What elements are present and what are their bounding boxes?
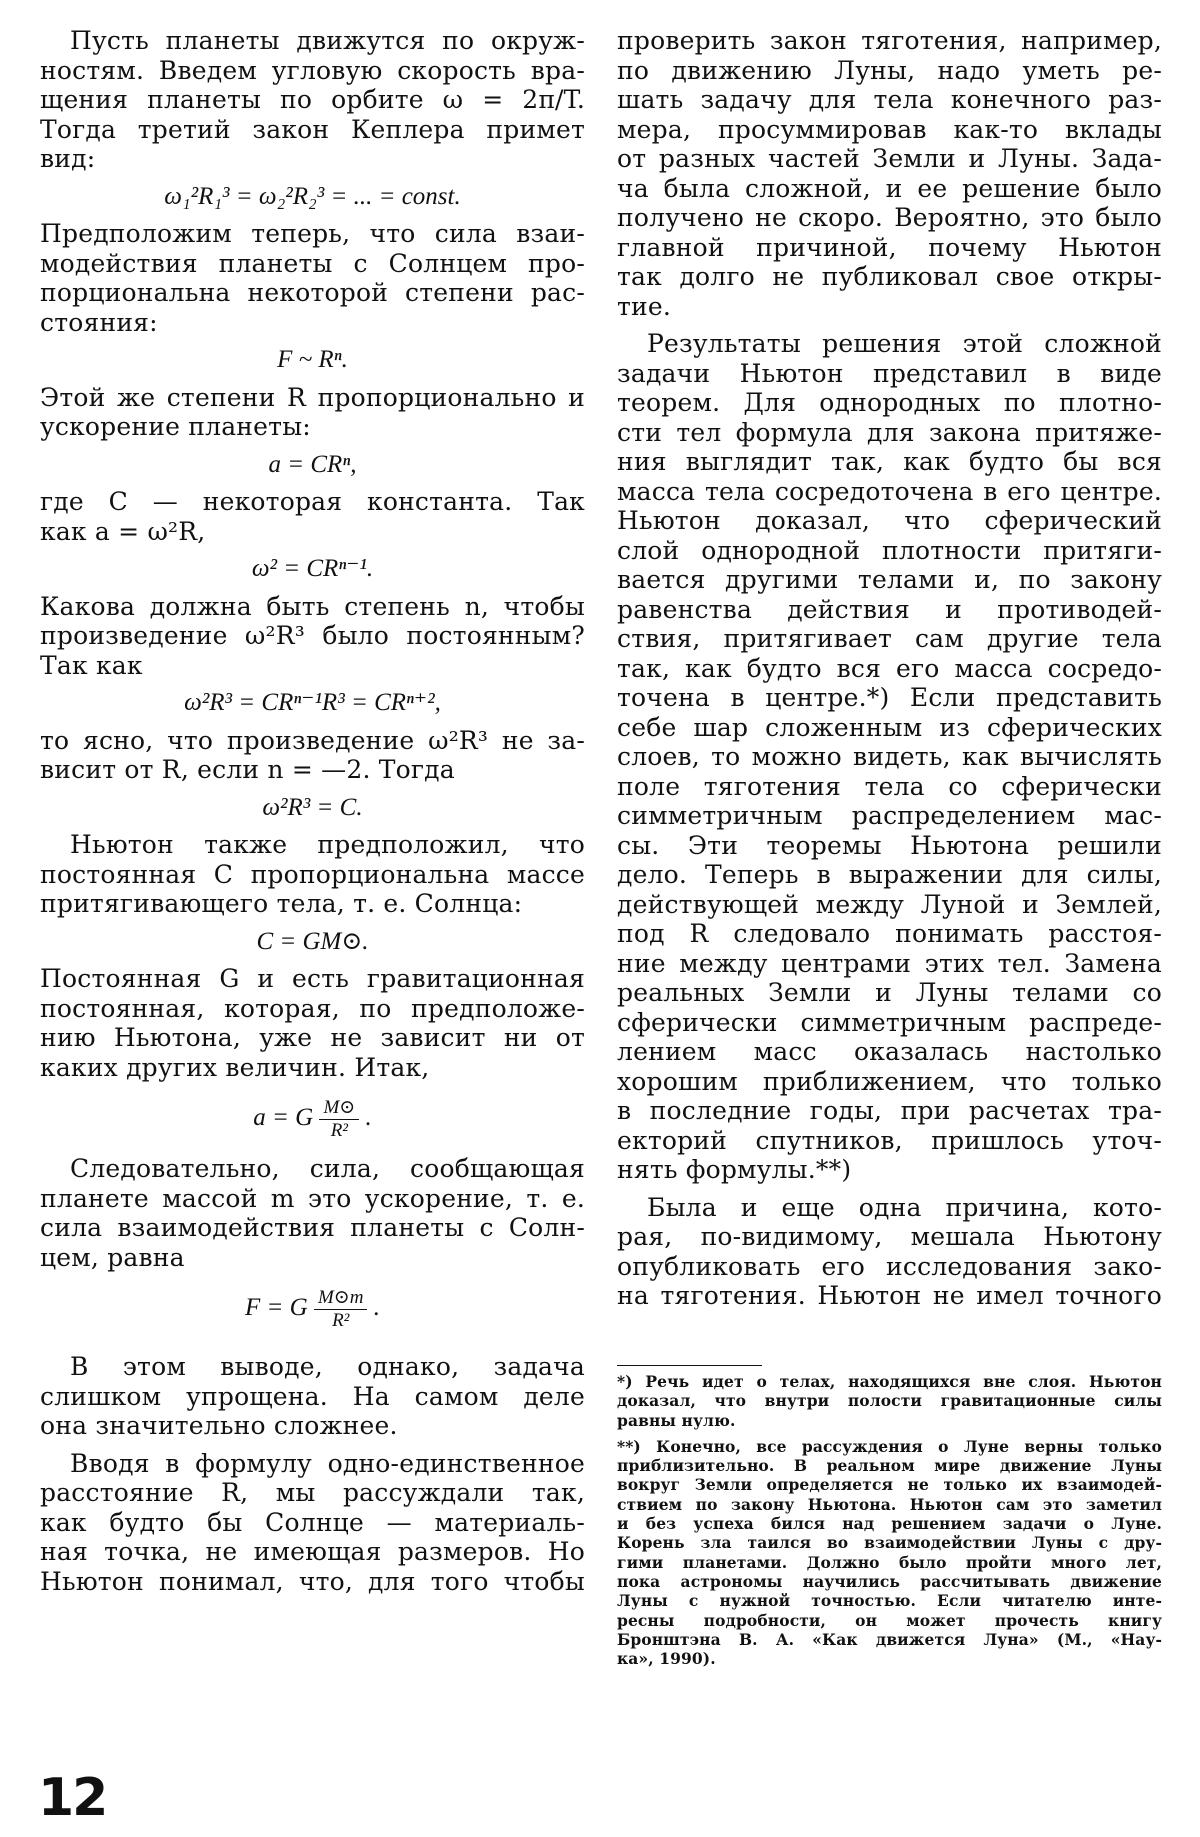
footnote-line: *) Речь идет о телах, находящихся вне слоя. Ньютон (617, 1372, 1162, 1391)
formula-tail: . (365, 1104, 372, 1131)
text-line: рая, по-видимому, мешала Ньютону (617, 1222, 1162, 1251)
footnotes (617, 1365, 1162, 1668)
text-line: по движению Луны, надо уметь ре- (617, 55, 1162, 85)
text-line: Постоянная G и есть гравитационная (40, 964, 585, 993)
text-line: вается другими телами и, по закону (617, 565, 1162, 594)
formula-acceleration: a = CRⁿ, (268, 450, 357, 478)
text-line: шать задачу для тела конечного раз- (617, 85, 1162, 114)
text-line: мера, просуммировав как-то вклады (617, 114, 1162, 144)
formula-force-proportional: F ~ Rⁿ. (277, 346, 348, 373)
fraction-denominator: R² (319, 1119, 359, 1142)
text-line: в последние годы, при расчетах тра- (617, 1096, 1162, 1125)
text-line: задачи Ньютон представил в виде (617, 358, 1162, 388)
paragraph (40, 383, 585, 442)
text-line: постоянная C пропорциональна массе (40, 859, 585, 889)
page-number: 12 (38, 1768, 107, 1828)
text-line: действующей между Луной и Землей, (617, 889, 1162, 919)
text-line: Так как (40, 650, 143, 680)
text-line: равенства действия и противодей- (617, 594, 1162, 624)
formula-tail: . (373, 1294, 380, 1321)
text-line: постоянная, которая, по предположе- (40, 993, 585, 1023)
text-line: стояния: (40, 307, 158, 337)
text-line: дело. Теперь в выражении для силы, (617, 860, 1162, 889)
text-line: масса тела сосредоточена в его центре. (617, 476, 1162, 506)
text-line: опубликовать его исследования зако- (617, 1251, 1162, 1281)
paragraph (40, 219, 585, 337)
paragraph (40, 1352, 585, 1441)
text-line: как a = ω²R, (40, 516, 206, 546)
footnote-line: Корень зла таился во взаимодействии Луны с дру- (617, 1533, 1162, 1553)
text-line: В этом выводе, однако, задача (70, 1352, 585, 1381)
text-line: сферически симметричным распреде- (617, 1007, 1162, 1037)
text-line: Предположим теперь, что сила взаи- (40, 219, 585, 248)
text-line: щения планеты по орбите ω = 2π/T. (40, 85, 585, 114)
text-line: нять формулы.**) (617, 1155, 852, 1184)
text-line: ускорение планеты: (40, 412, 311, 441)
paragraph (40, 1154, 585, 1272)
fraction-numerator: M⊙ (323, 1096, 356, 1118)
text-line: Была и еще одна причина, кото- (647, 1192, 1162, 1222)
formula-acceleration-gravity (40, 1082, 585, 1154)
text-line: Какова должна быть степень n, чтобы (40, 591, 585, 621)
left-column (40, 26, 585, 1596)
footnote-1 (617, 1372, 1162, 1430)
text-line: слишком упрощена. На самом деле (40, 1381, 585, 1411)
footnote-line: гими планетами. Должно было пройти много лет, (617, 1552, 1162, 1572)
footnote-line: и без успеха бился над решением задачи о Луне. (617, 1514, 1162, 1534)
footnote-line: ствием по закону Ньютона. Ньютон сам это заметил (617, 1494, 1162, 1514)
text-line: хорошим приближением, что только (617, 1066, 1162, 1096)
footnote-line: Бронштэна В. А. «Как движется Луна» (М., «Нау- (617, 1629, 1162, 1649)
text-line: точена в центре.*) Если представить (617, 683, 1162, 712)
text-line: Пусть планеты движутся по окруж- (70, 26, 585, 55)
text-line: ния выглядит так, как будто бы вся (617, 447, 1162, 476)
text-line: Ньютон также предположил, что (70, 830, 585, 859)
text-line: цем, равна (40, 1242, 185, 1272)
formula-lhs: F = G (245, 1294, 308, 1321)
text-line: слоев, то можно видеть, как вычислять (617, 742, 1162, 771)
text-line: произведение ω²R³ было постоянным? (40, 621, 585, 650)
text-line: как будто бы Солнце — материаль- (40, 1507, 585, 1537)
text-line: нию Ньютона, уже не зависит ни от (40, 1023, 585, 1052)
text-line: симметричным распределением мас- (617, 801, 1162, 830)
text-line: реальных Земли и Луны телами со (617, 978, 1162, 1007)
text-line: ствия, притягивает сам другие тела (617, 624, 1162, 653)
text-line: притягивающего тела, т. е. Солнца: (40, 889, 523, 918)
formula-constant: ω²R³ = C. (262, 793, 363, 821)
text-line: ностям. Введем угловую скорость вра- (40, 55, 585, 85)
footnote-line: **) Конечно, все рассуждения о Луне верны только (617, 1436, 1162, 1456)
text-line: тие. (617, 291, 672, 321)
text-line: Результаты решения этой сложной (647, 329, 1162, 358)
text-line: лением масс оказалась настолько (617, 1037, 1162, 1066)
fraction (319, 1097, 359, 1142)
paragraph (617, 329, 1162, 1185)
text-line: под R следовало понимать расстоя- (617, 919, 1162, 948)
text-line: ние между центрами этих тел. Замена (617, 948, 1162, 978)
text-line: Ньютон доказал, что сферический (617, 506, 1162, 535)
text-line: получено не скоро. Вероятно, это было (617, 203, 1162, 232)
text-line: Тогда третий закон Кеплера примет (40, 114, 585, 144)
footnote-line: ресны подробности, он может прочесть книгу (617, 1610, 1162, 1630)
footnote-line: вокруг Земли определяется не только их взаимодей- (617, 1475, 1162, 1495)
text-line: она значительно сложнее. (40, 1411, 398, 1440)
text-line: сти тел формула для закона притяже- (617, 417, 1162, 447)
formula-product: ω²R³ = CRⁿ⁻¹R³ = CRⁿ⁺², (184, 689, 441, 716)
formula-omega-squared: ω² = CRⁿ⁻¹. (251, 555, 374, 582)
formula-lhs: a = G (253, 1104, 314, 1131)
fraction-denominator: R² (314, 1309, 367, 1332)
text-line: от разных частей Земли и Луны. Зада- (617, 144, 1162, 173)
formula-gm: C = GM⊙. (256, 927, 369, 955)
footnote-line: Луны с нужной точностью. Если читателю инте- (617, 1591, 1162, 1611)
text-line: Этой же степени R пропорционально и (40, 382, 585, 412)
text-line: ная точка, не имеющая размеров. Но (40, 1537, 585, 1566)
text-line: теорем. Для однородных по плотно- (617, 388, 1162, 417)
paragraph (617, 26, 1162, 321)
footnote-divider (617, 1365, 762, 1366)
text-line: на тяготения. Ньютон не имел точного (617, 1281, 1162, 1310)
paragraph (40, 1449, 585, 1597)
text-line: Вводя в формулу одно-единственное (70, 1448, 585, 1478)
formula-force-gravity (40, 1272, 585, 1344)
text-line: так долго не публиковал свое откры- (617, 262, 1162, 291)
footnote-line: ка», 1990). (617, 1649, 716, 1669)
paragraph (40, 964, 585, 1082)
text-line: проверить закон тяготения, например, (617, 26, 1162, 55)
paragraph (40, 487, 585, 546)
text-line: главной причиной, почему Ньютон (617, 232, 1162, 262)
text-line: расстояние R, мы рассуждали так, (40, 1478, 585, 1507)
footnote-line: приблизительно. В реальном мире движение Луны (617, 1456, 1162, 1476)
text-line: ча была сложной, и ее решение было (617, 173, 1162, 203)
footnote-line: доказал, что внутри полости гравитационные силы (617, 1391, 1162, 1411)
fraction (314, 1287, 367, 1332)
paragraph (40, 592, 585, 681)
text-line: Следовательно, сила, сообщающая (70, 1154, 585, 1183)
text-line: планете массой m это ускорение, т. е. (40, 1183, 585, 1213)
paragraph (40, 726, 585, 785)
text-line: модействия планеты с Солнцем про- (40, 248, 585, 278)
text-line: висит от R, если n = —2. Тогда (40, 755, 455, 784)
footnote-line: равны нулю. (617, 1410, 736, 1430)
formula-kepler: ω₁²R₁³ = ω₂²R₂³ = ... = const. (164, 182, 461, 210)
text-line: сы. Эти теоремы Ньютона решили (617, 830, 1162, 860)
text-line: себе шар сложенным из сферических (617, 712, 1162, 742)
text-line: Ньютон понимал, что, для того чтобы (40, 1566, 585, 1596)
text-line: слой однородной плотности притяги- (617, 535, 1162, 565)
text-line: сила взаимодействия планеты с Солн- (40, 1213, 585, 1242)
paragraph (40, 26, 585, 174)
right-column (617, 26, 1162, 1311)
paragraph (617, 1193, 1162, 1311)
text-line: где C — некоторая константа. Так (40, 487, 585, 516)
text-line: то ясно, что произведение ω²R³ не за- (40, 725, 585, 755)
text-line: так, как будто вся его масса сосредо- (617, 653, 1162, 683)
footnote-2 (617, 1437, 1162, 1669)
text-line: поле тяготения тела со сферически (617, 771, 1162, 801)
text-line: порциональна некоторой степени рас- (40, 278, 585, 307)
footnote-line: пока астрономы научились рассчитывать движение (617, 1571, 1162, 1591)
paragraph (40, 830, 585, 919)
text-line: екторий спутников, пришлось уточ- (617, 1125, 1162, 1155)
text-line: вид: (40, 144, 96, 173)
fraction-numerator: M⊙m (317, 1286, 364, 1308)
text-line: каких других величин. Итак, (40, 1052, 430, 1082)
